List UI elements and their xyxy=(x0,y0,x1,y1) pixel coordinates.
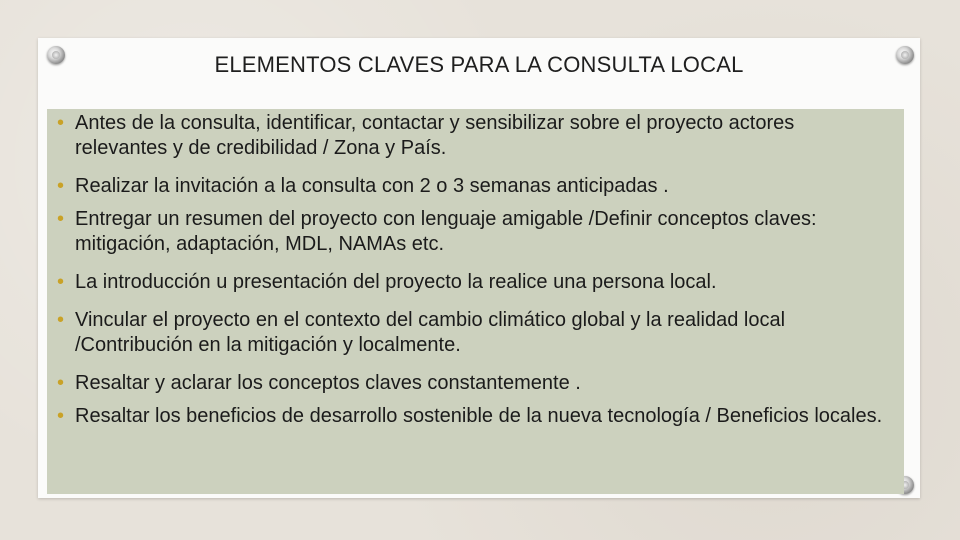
bullet-item xyxy=(57,404,890,429)
bullet-dot-icon: • xyxy=(57,112,65,134)
bullet-text: Resaltar los beneficios de desarrollo sostenible de la nueva tecnología / Beneficios locales. xyxy=(75,405,883,427)
bullet-text: Resaltar y aclarar los conceptos claves constantemente . xyxy=(75,372,581,394)
bullet-item xyxy=(57,270,890,295)
bullet-dot-icon: • xyxy=(57,405,65,427)
bullet-dot-icon: • xyxy=(57,271,65,293)
bullet-item xyxy=(57,207,890,257)
bullet-text: La introducción u presentación del proyecto la realice una persona local. xyxy=(75,271,717,293)
bullet-dot-icon: • xyxy=(57,372,65,394)
bullet-item xyxy=(57,174,890,199)
bullet-dot-icon: • xyxy=(57,208,65,230)
bullet-dot-icon: • xyxy=(57,175,65,197)
bullet-text: Realizar la invitación a la consulta con 2 o 3 semanas anticipadas . xyxy=(75,175,669,197)
slide-title: ELEMENTOS CLAVES PARA LA CONSULTA LOCAL xyxy=(214,52,744,77)
bullet-text: Entregar un resumen del proyecto con lenguaje amigable /Definir conceptos claves: mitigación, adaptación, MDL, NAMAs etc. xyxy=(75,208,817,255)
content-panel xyxy=(47,109,904,494)
bullet-item xyxy=(57,308,890,358)
bullet-text: Antes de la consulta, identificar, contactar y sensibilizar sobre el proyecto actores relevantes y de credibilidad / Zona y País. xyxy=(75,112,795,159)
bullet-dot-icon: • xyxy=(57,309,65,331)
bullet-list xyxy=(57,111,890,429)
bullet-text: Vincular el proyecto en el contexto del cambio climático global y la realidad local /Contribución en la mitigación y localmente. xyxy=(75,309,786,356)
bullet-item xyxy=(57,111,890,161)
bullet-item xyxy=(57,371,890,396)
